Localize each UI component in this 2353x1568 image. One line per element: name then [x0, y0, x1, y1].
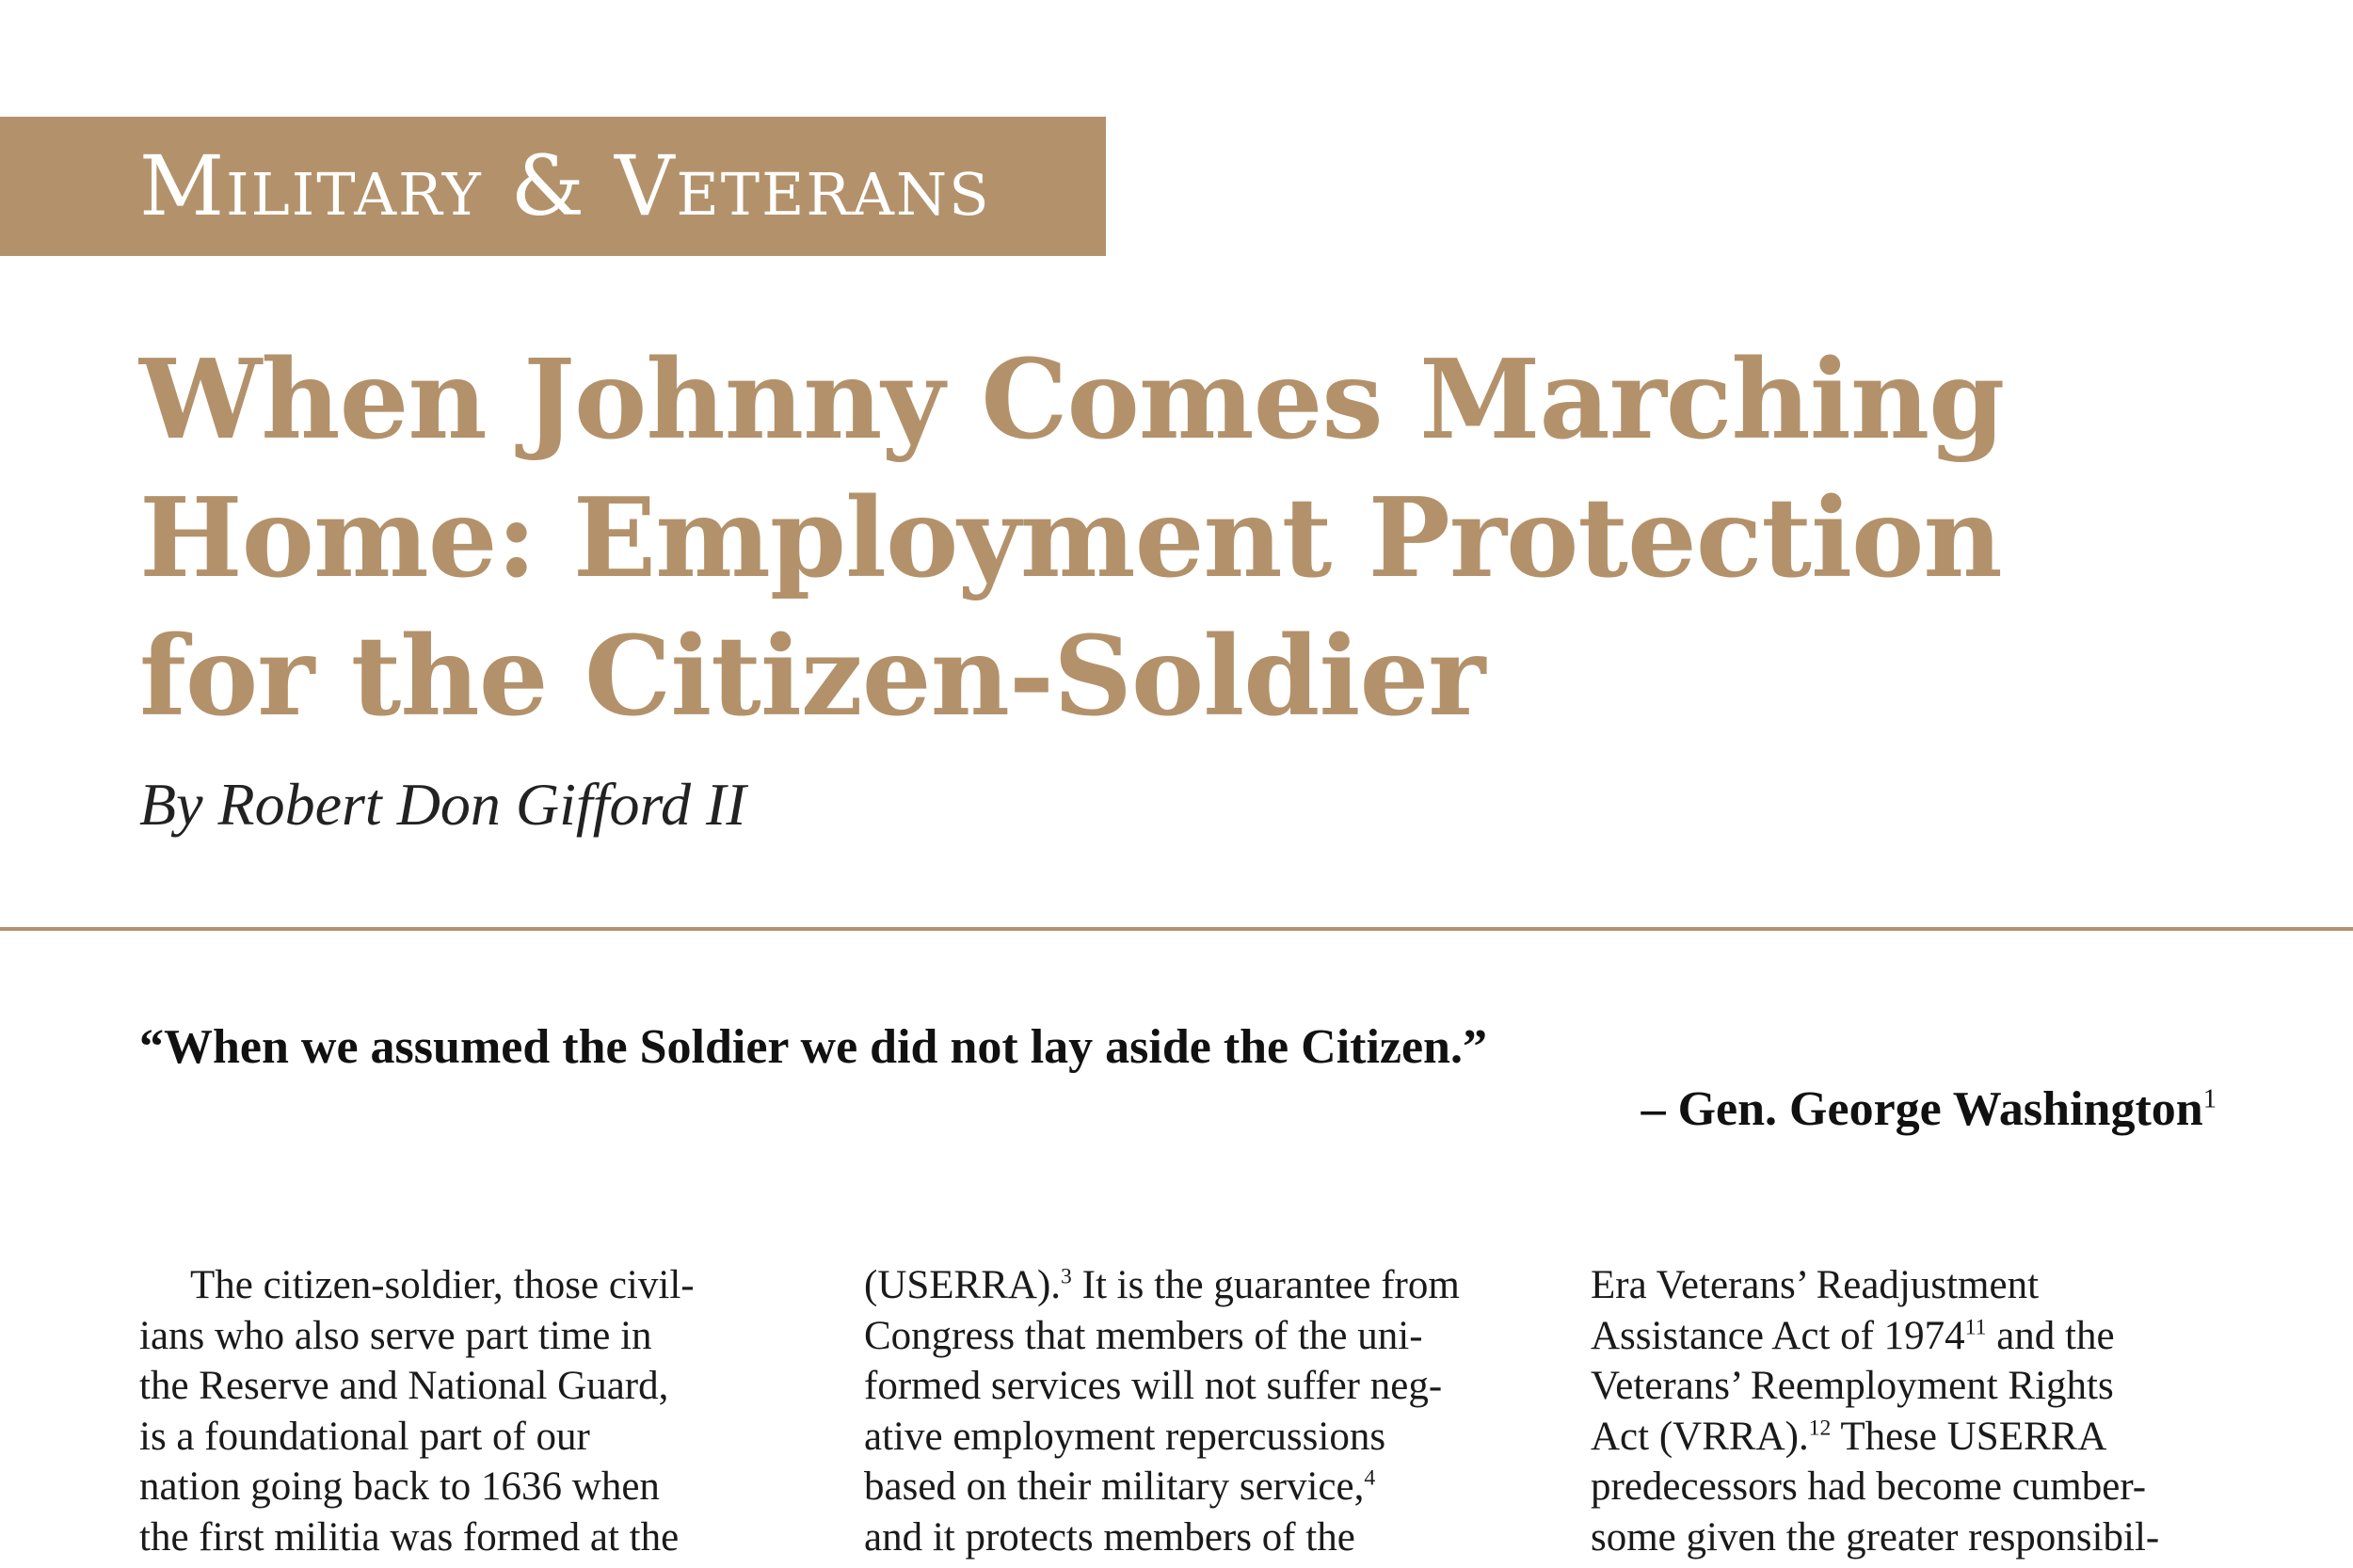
line-text: (USERRA).	[864, 1263, 1062, 1307]
line-text: based on their military service,	[864, 1464, 1365, 1509]
text-line	[139, 1462, 798, 1512]
line-text: is a foundational part of our	[139, 1414, 590, 1459]
text-line	[139, 1412, 798, 1463]
line-text: Veterans’ Reemployment Rights	[1591, 1364, 2114, 1408]
line-text: the first militia was formed at the	[139, 1514, 680, 1560]
line-text: Era Veterans’ Readjustment	[1591, 1263, 2040, 1307]
body-column-3	[1591, 1260, 2249, 1562]
text-line	[864, 1512, 1523, 1563]
line-text: the Reserve and National Guard,	[139, 1364, 669, 1408]
footnote-marker: 11	[1964, 1315, 1987, 1340]
line-text: Assistance Act of 1974	[1591, 1313, 1965, 1358]
article-title	[139, 331, 2210, 746]
epigraph-attribution	[1641, 1077, 2217, 1143]
body-column-1	[139, 1260, 798, 1562]
line-text: Congress that members of the uni-	[864, 1313, 1423, 1358]
line-text-after: These USERRA	[1831, 1414, 2107, 1459]
line-text-after: It is the guarantee from	[1071, 1263, 1460, 1307]
divider	[0, 927, 2353, 931]
attribution-text: – Gen. George Washington	[1641, 1082, 2203, 1136]
text-line	[139, 1260, 798, 1311]
section-banner	[0, 117, 1106, 256]
line-text: Act (VRRA).	[1591, 1414, 1809, 1459]
footnote-marker: 1	[2202, 1084, 2217, 1114]
text-line	[1591, 1512, 2249, 1563]
text-line	[1591, 1260, 2249, 1311]
line-text: and it protects members of the	[864, 1514, 1355, 1560]
epigraph-quote: “When we assumed the Soldier we did not lay aside the Citizen.”	[139, 1020, 1487, 1074]
section-label: Military & Veterans	[139, 137, 991, 234]
line-text: The citizen-soldier, those civil-	[190, 1263, 695, 1307]
byline: By Robert Don Gifford II	[139, 771, 746, 838]
text-line	[864, 1361, 1523, 1412]
title-line: When Johnny Comes Marching	[139, 336, 2005, 464]
text-line	[1591, 1412, 2249, 1463]
body-column-2	[864, 1260, 1523, 1562]
text-line	[139, 1311, 798, 1362]
line-text: ians who also serve part time in	[139, 1313, 652, 1358]
article-body	[0, 1260, 2353, 1568]
text-line	[1591, 1462, 2249, 1512]
line-text-after: and the	[1986, 1313, 2115, 1358]
line-text: ative employment repercussions	[864, 1414, 1386, 1459]
text-line	[864, 1412, 1523, 1463]
footnote-marker: 3	[1061, 1264, 1072, 1289]
footnote-marker: 4	[1364, 1465, 1376, 1491]
text-line	[864, 1260, 1523, 1311]
text-line	[1591, 1311, 2249, 1362]
footnote-marker: 12	[1808, 1416, 1832, 1441]
text-line	[139, 1512, 798, 1563]
title-line: Home: Employment Protection	[139, 474, 2002, 602]
text-line	[864, 1462, 1523, 1512]
text-line	[139, 1361, 798, 1412]
text-line	[1591, 1361, 2249, 1412]
line-text: formed services will not suffer neg-	[864, 1364, 1443, 1408]
line-text: nation going back to 1636 when	[139, 1464, 660, 1509]
line-text: predecessors had become cumber-	[1591, 1464, 2147, 1509]
line-text: some given the greater responsibil-	[1591, 1514, 2160, 1560]
text-line	[864, 1311, 1523, 1362]
title-line: for the Citizen-Soldier	[139, 613, 1485, 741]
